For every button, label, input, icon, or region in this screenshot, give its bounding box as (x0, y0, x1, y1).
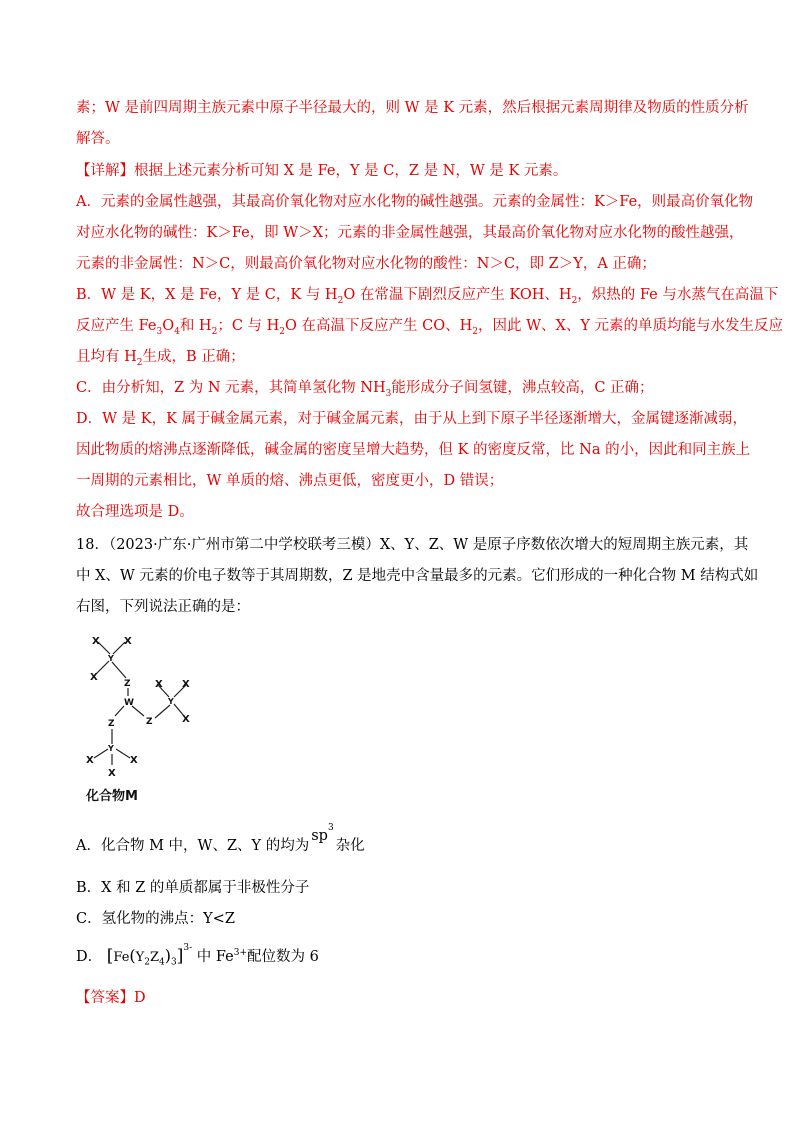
atom-x: X (130, 755, 138, 766)
analysis-option-c: C．由分析知，Z 为 N 元素，其简单氢化物 $NH_3$能形成分子间氢键，沸点较高，C 正确； (76, 380, 654, 399)
analysis-option-b-line-1: B．W 是 K，X 是 Fe，Y 是 C，K 与 $H_2O$ 在常温下剧烈反应产生 KOH、$H_2$，炽热的 Fe 与水蒸气在高温下 (76, 287, 779, 306)
ferrioxalate-formula: $[Fe(Y_2Z_4)_3]^{3-}$ (106, 942, 193, 968)
analysis-detail-heading: 【详解】根据上述元素分析可知 X 是 Fe，Y 是 C，Z 是 N，W 是 K 元素。 (76, 163, 568, 179)
atom-z: Z (108, 719, 115, 729)
analysis-option-b-line-2: 反应产生 $Fe_3O_4$和 $H_2$；C 与 $H_2O$ 在高温下反应产生 CO、$H_2$，因此 W、X、Y 元素的单质均能与水发生反应 (76, 318, 784, 337)
atom-x: X (124, 636, 132, 647)
option-b: B．X 和 Z 的单质都属于非极性分子 (76, 880, 310, 896)
atom-w: W (124, 698, 134, 708)
atom-y: Y (108, 744, 114, 753)
analysis-conclusion: 故合理选项是 D。 (76, 504, 194, 520)
analysis-option-b-line-3: 且均有 $H_2$生成，B 正确； (76, 349, 245, 368)
analysis-line-1: 素；W 是前四周期主族元素中原子半径最大的，则 W 是 K 元素，然后根据元素周期律及物质的性质分析 (76, 100, 749, 116)
analysis-option-d-line-3: 一周期的元素相比，W 单质的熔、沸点更低，密度更小，D 错误； (76, 473, 504, 489)
analysis-option-a-line-3: 元素的非金属性：N＞C，则最高价氧化物对应水化物的酸性：N＞C，即 Z＞Y，A 正确； (76, 256, 656, 272)
compound-m-caption: 化合物M (86, 789, 138, 804)
atom-x: X (92, 636, 100, 647)
atom-z: Z (146, 717, 153, 727)
atom-x: X (155, 679, 163, 690)
analysis-option-a-line-2: 对应水化物的碱性：K＞Fe，即 W＞X；元素的非金属性越强，其最高价氧化物对应水化物的酸性越强， (76, 225, 744, 241)
answer: 【答案】D (76, 990, 146, 1006)
atom-x: X (90, 672, 98, 683)
question-18-line-2: 中 X、W 元素的价电子数等于其周期数，Z 是地壳中含量最多的元素。它们形成的一种化合物 M 结构式如 (76, 568, 759, 584)
atom-x: X (182, 679, 190, 690)
analysis-option-d-line-1: D．W 是 K，K 属于碱金属元素，对于碱金属元素，由于从上到下原子半径逐渐增大，金属键逐渐减弱， (76, 411, 748, 427)
analysis-option-d-line-2: 因此物质的熔沸点逐渐降低，碱金属的密度呈增大趋势，但 K 的密度反常，比 Na 的小，因此和同主族上 (76, 442, 751, 458)
atom-x: X (86, 755, 94, 766)
option-c: C．氢化物的沸点：Y<Z (76, 911, 235, 927)
question-18-line-3: 右图，下列说法正确的是： (76, 599, 250, 615)
atom-y: Y (168, 697, 174, 706)
atom-y: Y (108, 654, 114, 663)
option-a: A．化合物 M 中，W、Z、Y 的均为$sp^3$杂化 (76, 823, 365, 854)
analysis-line-2: 解答。 (76, 131, 120, 147)
analysis-option-a-line-1: A．元素的金属性越强，其最高价氧化物对应水化物的碱性越强。元素的金属性：K＞Fe，则最高价氧化物 (76, 194, 754, 210)
compound-m-structure-diagram (80, 630, 210, 805)
question-18-line-1: 18．（2023·广东·广州市第二中学校联考三模）X、Y、Z、W 是原子序数依次增大的短周期主族元素，其 (76, 537, 749, 553)
atom-x: X (182, 714, 190, 725)
atom-x: X (108, 768, 116, 779)
option-d: D． $[Fe(Y_2Z_4)_3]^{3-}$ 中 $Fe^{3+}$配位数为 6 (76, 942, 319, 968)
atom-z: Z (124, 679, 131, 689)
